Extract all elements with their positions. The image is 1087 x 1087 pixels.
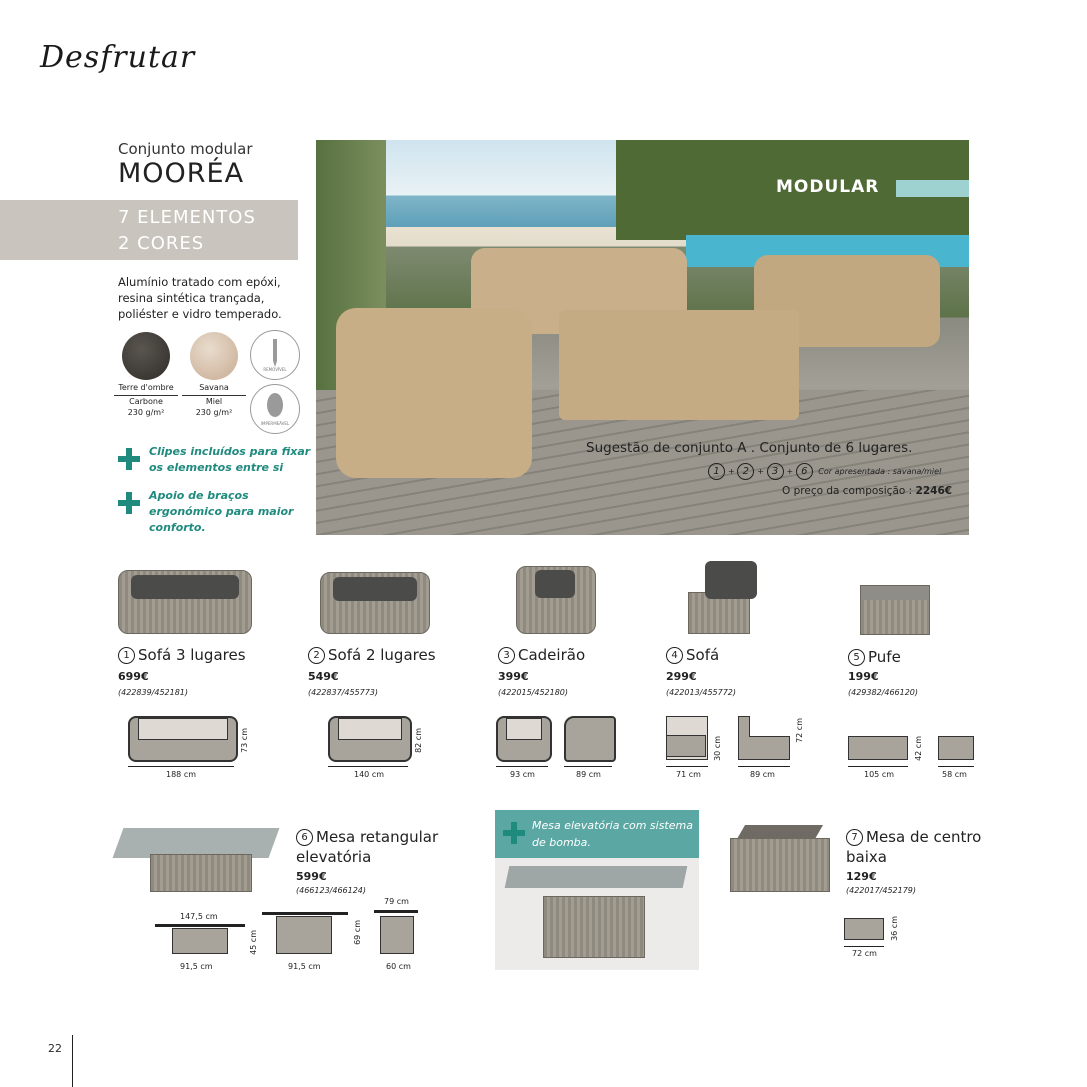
modular-bar (896, 180, 969, 197)
dim-table6-high-height: 69 cm (353, 920, 362, 945)
dimension-line (848, 766, 908, 767)
leaf-icon (250, 384, 300, 434)
collection-subtitle: Conjunto modular (118, 140, 253, 158)
section-script-title: Desfrutar (40, 40, 196, 75)
schematic-coffee-table (844, 918, 884, 940)
schematic-armchair-front (496, 716, 552, 762)
product-price-6: 599€ (296, 870, 327, 883)
product-price-1: 699€ (118, 670, 149, 683)
product-ref-2: (422837/455773) (308, 688, 379, 697)
lift-note-line1: Mesa elevatória com sistema (532, 819, 693, 832)
set-price: O preço da composição : 2246€ (782, 485, 953, 497)
photo-caption: Sugestão de conjunto A . Conjunto de 6 lugares. (586, 440, 913, 456)
dimension-line (128, 766, 234, 767)
product-image-sofa-module (688, 592, 750, 634)
dim-coffee-table-width: 72 cm (852, 949, 877, 958)
dim-sofa3-width: 188 cm (166, 770, 197, 779)
feature-armrest: Apoio de braços ergonómico para maior conforto. (149, 489, 294, 534)
band-colors: 2 CORES (118, 233, 205, 254)
product-image-sofa-3 (118, 570, 252, 634)
schematic-module-front (666, 716, 708, 760)
table-top-line (155, 924, 245, 927)
dim-sofa2-width: 140 cm (354, 770, 385, 779)
dim-table6-width: 79 cm (384, 897, 409, 906)
product-image-coffee-table (730, 838, 830, 892)
product-name-1: 1 Sofá 3 lugares (118, 646, 246, 664)
lift-table-base (543, 896, 645, 958)
dim-pouf-depth: 58 cm (942, 770, 967, 779)
schematic-table6-low (172, 928, 228, 954)
photo-armchair (336, 308, 532, 478)
plus-icon (118, 448, 140, 470)
dim-table6-length: 147,5 cm (180, 912, 218, 921)
product-image-pouf (860, 585, 930, 635)
dimension-line (844, 946, 884, 947)
product-image-sofa-2 (320, 572, 430, 634)
zipper-icon (250, 330, 300, 380)
product-name-6-line2: elevatória (296, 848, 372, 866)
dim-sofa2-height: 82 cm (414, 728, 423, 753)
dim-table6-depth: 60 cm (386, 962, 411, 971)
schematic-pouf-front (848, 736, 908, 760)
collection-title: MOORÉA (118, 158, 245, 189)
photo-table (559, 310, 799, 420)
dim-module-depth: 89 cm (750, 770, 775, 779)
dim-sofa3-height: 73 cm (240, 728, 249, 753)
product-name-4: 4 Sofá (666, 646, 719, 664)
product-ref-3: (422015/452180) (498, 688, 569, 697)
product-name-7-line2: baixa (846, 848, 887, 866)
feature-clips: Clipes incluídos para fixar os elementos entre si (149, 445, 311, 474)
lift-table-top (505, 866, 688, 888)
product-ref-5: (429382/466120) (848, 688, 919, 697)
product-name-3: 3 Cadeirão (498, 646, 585, 664)
table-top-line (262, 912, 348, 915)
dim-armchair-depth: 89 cm (576, 770, 601, 779)
dimension-line (738, 766, 790, 767)
plus-icon (118, 492, 140, 514)
product-name-5: 5 Pufe (848, 648, 901, 666)
schematic-pouf-side (938, 736, 974, 760)
material-description: Alumínio tratado com epóxi, resina sintética trançada, poliéster e vidro temperado. (118, 275, 282, 321)
svg-text:REMOVÍVEL: REMOVÍVEL (263, 367, 287, 372)
product-image-lift-table (150, 854, 252, 892)
schematic-table6-high (276, 916, 332, 954)
swatch-label-2: Savana Miel 230 g/m² (182, 382, 246, 418)
product-name-2: 2 Sofá 2 lugares (308, 646, 436, 664)
lift-note-line2: de bomba. (532, 836, 591, 849)
dim-module-height: 72 cm (795, 718, 804, 743)
dim-coffee-table-height: 36 cm (890, 916, 899, 941)
dimension-line (666, 766, 708, 767)
page-number: 22 (48, 1042, 62, 1055)
swatch-label-1: Terre d'ombre Carbone 230 g/m² (114, 382, 178, 418)
product-price-2: 549€ (308, 670, 339, 683)
table-top-line (374, 910, 418, 913)
schematic-module-side (738, 716, 790, 760)
modular-tag: MODULAR (776, 177, 880, 197)
schematic-sofa-2 (328, 716, 412, 762)
svg-text:IMPERMEÁVEL: IMPERMEÁVEL (260, 421, 290, 426)
lift-mechanism-panel (495, 810, 699, 970)
product-price-3: 399€ (498, 670, 529, 683)
dimension-line (938, 766, 974, 767)
dim-table6-base-2: 91,5 cm (288, 962, 321, 971)
footer-divider (72, 1035, 73, 1087)
product-ref-1: (422839/452181) (118, 688, 189, 697)
dim-armchair-width: 93 cm (510, 770, 535, 779)
product-ref-7: (422017/452179) (846, 886, 917, 895)
dimension-line (328, 766, 408, 767)
feature-band (0, 200, 298, 260)
product-price-4: 299€ (666, 670, 697, 683)
schematic-armchair-side (564, 716, 616, 762)
product-image-armchair (516, 566, 596, 634)
dim-module-width: 71 cm (676, 770, 701, 779)
product-ref-6: (466123/466124) (296, 886, 367, 895)
product-price-5: 199€ (848, 670, 879, 683)
dim-pouf-height: 42 cm (914, 736, 923, 761)
product-ref-4: (422013/455772) (666, 688, 737, 697)
dim-pouf-width: 105 cm (864, 770, 895, 779)
dimension-line (564, 766, 612, 767)
swatch-terre-dombre (122, 332, 170, 380)
schematic-sofa-3 (128, 716, 238, 762)
dimension-line (496, 766, 548, 767)
product-price-7: 129€ (846, 870, 877, 883)
dim-module-seat: 30 cm (713, 736, 722, 761)
set-formula: 1 + 2 + 3 + 6 Cor apresentada : savana/miel (708, 463, 941, 480)
product-name-7: 7 Mesa de centro (846, 828, 981, 846)
lift-note-box (495, 810, 699, 858)
band-elements: 7 ELEMENTOS (118, 207, 256, 228)
swatch-savana (190, 332, 238, 380)
dim-table6-base: 91,5 cm (180, 962, 213, 971)
schematic-table6-side (380, 916, 414, 954)
dim-table6-low-height: 45 cm (249, 930, 258, 955)
lifestyle-photo (316, 140, 969, 535)
product-name-6: 6 Mesa retangular (296, 828, 438, 846)
